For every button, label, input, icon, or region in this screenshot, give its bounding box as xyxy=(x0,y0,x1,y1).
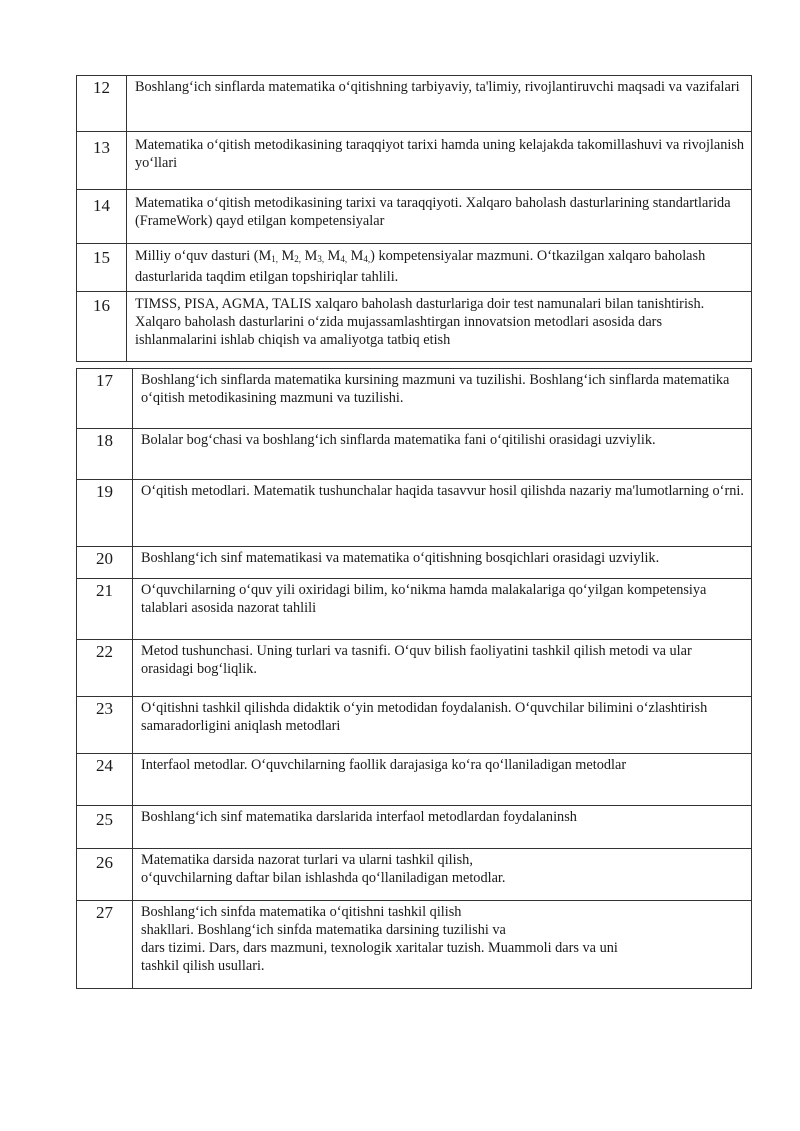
row-text-line: tashkil qilish usullari. xyxy=(141,958,265,974)
table-row xyxy=(76,754,752,806)
row-text xyxy=(133,849,751,887)
row-number: 14 xyxy=(93,196,110,215)
row-number: 25 xyxy=(96,810,113,829)
table-row xyxy=(76,132,752,190)
row-text: Milliy o‘quv dasturi ($M_{1,}$ $M_{2,}$ $M_{3,}$ $M_{4,}$ $M_{4,}$) kompetensiyalar mazmuni. O‘tkazilgan xalqaro baholash dasturlarida taqdim etilgan topshiriqlar tahlili. xyxy=(135,248,706,285)
table-row xyxy=(76,901,752,989)
row-number: 19 xyxy=(96,482,113,501)
row-number: 27 xyxy=(96,903,113,922)
row-number: 24 xyxy=(96,756,113,775)
row-text-line: Boshlang‘ich sinfda matematika o‘qitishni tashkil qilish xyxy=(141,904,462,920)
table-row xyxy=(76,480,752,547)
row-text: O‘qitish metodlari. Matematik tushunchalar haqida tasavvur hosil qilishda nazariy ma'lumotlarning o‘rni. xyxy=(141,483,744,499)
subscript: 1, xyxy=(271,254,278,264)
row-text: Interfaol metodlar. O‘quvchilarning faollik darajasiga ko‘ra qo‘llaniladigan metodlar xyxy=(141,757,627,773)
row-number: 22 xyxy=(96,642,113,661)
table-row xyxy=(76,429,752,480)
subscript: 4, xyxy=(340,254,348,264)
row-text-line: shakllari. Boshlang‘ich sinfda matematika darsining tuzilishi va xyxy=(141,922,506,938)
row-number: 21 xyxy=(96,581,113,600)
row-text: Bolalar bog‘chasi va boshlang‘ich sinflarda matematika fani o‘qitilishi orasidagi uzviylik. xyxy=(141,432,656,448)
subscript: 3, xyxy=(317,254,325,264)
row-number: 12 xyxy=(93,78,110,97)
row-number: 20 xyxy=(96,549,113,568)
topics-table-1 xyxy=(76,75,752,362)
row-number: 23 xyxy=(96,699,113,718)
table-row xyxy=(76,849,752,901)
row-number: 13 xyxy=(93,138,110,157)
table-row xyxy=(76,292,752,362)
table-row xyxy=(76,244,752,292)
row-number: 16 xyxy=(93,296,110,315)
row-text: O‘qitishni tashkil qilishda didaktik o‘yin metodidan foydalanish. O‘quvchilar bilimini o‘zlashtirish samaradorligini aniqlash metodlari xyxy=(141,700,708,734)
row-number: 17 xyxy=(96,371,113,390)
row-number: 15 xyxy=(93,248,110,267)
table-row xyxy=(76,640,752,697)
row-text-part: Milliy o‘quv dasturi (M xyxy=(135,248,272,264)
row-text: Boshlang‘ich sinf matematika darslarida interfaol metodlardan foydalaninsh xyxy=(141,809,577,825)
row-text-line: o‘quvchilarning daftar bilan ishlashda qo‘llaniladigan metodlar. xyxy=(141,870,506,886)
row-text-line: Matematika darsida nazorat turlari va ularni tashkil qilish, xyxy=(141,852,473,868)
row-text: Matematika o‘qitish metodikasining taraqqiyot tarixi hamda uning kelajakda takomillashuvi va rivojlanish yo‘llari xyxy=(135,137,745,171)
table-row xyxy=(76,806,752,849)
table-row xyxy=(76,579,752,640)
row-text: TIMSS, PISA, AGMA, TALIS xalqaro baholash dasturlariga doir test namunalari bilan tanishtirish. Xalqaro baholash dasturlarini o‘zida mujassamlashtirgan innovatsion metodlari asosida dars ishlanmalarini ishlab chiqish va amaliyotga tatbiq etish xyxy=(135,296,705,348)
subscript: 4, xyxy=(363,254,371,264)
table-row xyxy=(76,190,752,244)
row-text: O‘quvchilarning o‘quv yili oxiridagi bilim, ko‘nikma hamda malakalariga qo‘yilgan kompetensiya talablari asosida nazorat tahlili xyxy=(141,582,707,616)
row-text: Boshlang‘ich sinf matematikasi va matematika o‘qitishning bosqichlari orasidagi uzviylik. xyxy=(141,550,660,566)
table-row xyxy=(76,368,752,429)
row-text: Boshlang‘ich sinflarda matematika kursining mazmuni va tuzilishi. Boshlang‘ich sinflarda matematika o‘qitish metodikasining mazmuni va tuzilishi. xyxy=(141,372,730,406)
table-row xyxy=(76,75,752,132)
row-text: Metod tushunchasi. Uning turlari va tasnifi. O‘quv bilish faoliyatini tashkil qilish metodi va ular orasidagi bog‘liqlik. xyxy=(141,643,692,677)
row-text-line: dars tizimi. Dars, dars mazmuni, texnologik xaritalar tuzish. Muammoli dars va uni xyxy=(141,940,618,956)
table-row xyxy=(76,547,752,579)
row-text xyxy=(133,901,751,975)
row-text: Boshlang‘ich sinflarda matematika o‘qitishning tarbiyaviy, ta'limiy, rivojlantiruvchi maqsadi va vazifalari xyxy=(135,79,740,95)
row-text-part: ) kompetensiyalar mazmuni. O‘tkazilgan xalqaro baholash dasturlarida taqdim etilgan topshiriqlar tahlili. xyxy=(135,248,706,285)
topics-table-2 xyxy=(76,368,752,989)
row-text: Matematika o‘qitish metodikasining tarixi va taraqqiyoti. Xalqaro baholash dasturlarining standartlarida (FrameWork) qayd etilgan kompetensiyalar xyxy=(135,195,731,229)
subscript: 2, xyxy=(294,254,302,264)
row-number: 26 xyxy=(96,853,113,872)
row-number: 18 xyxy=(96,431,113,450)
table-row xyxy=(76,697,752,754)
